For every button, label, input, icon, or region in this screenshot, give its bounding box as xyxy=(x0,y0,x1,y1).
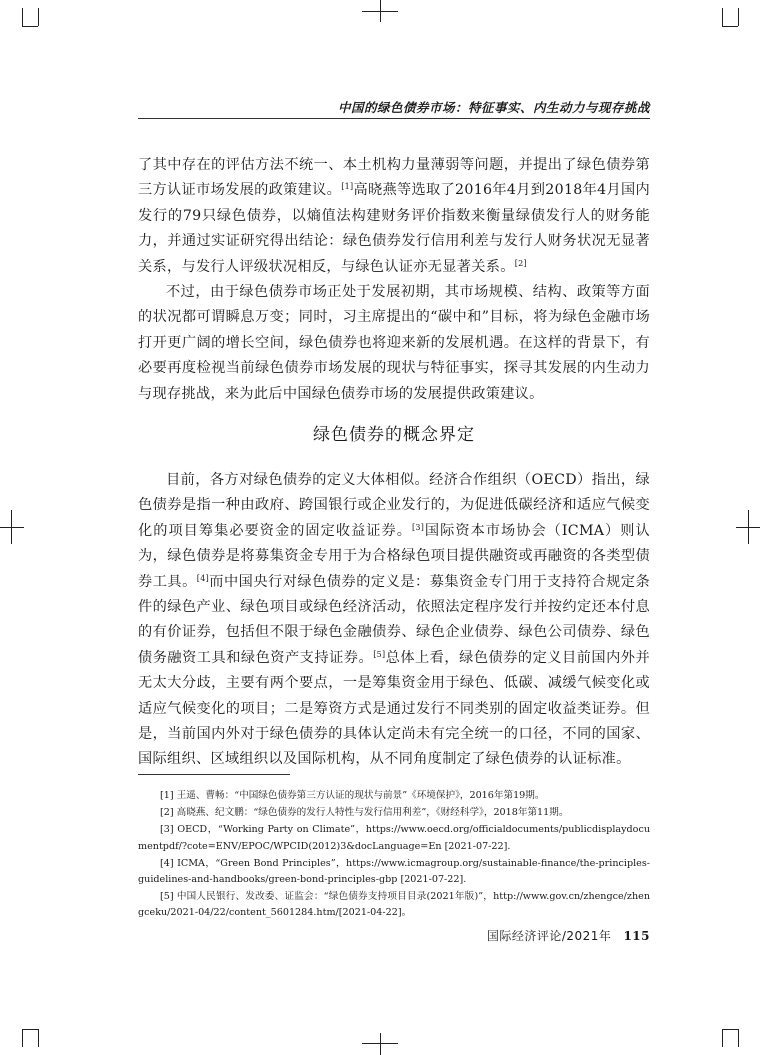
paragraph xyxy=(138,280,650,407)
footnote: [3] OECD，“Working Party on Climate”，https://www.oecd.org/officialdocuments/publicdisplaydocumentpdf/?cote=ENV/EPOC/WPCID(2012)3&docLanguage=En [2021-07-22]. xyxy=(138,824,650,852)
running-header: 中国的绿色债券市场：特征事实、内生动力与现存挑战 xyxy=(337,100,650,115)
page-footer xyxy=(138,927,650,944)
footnote: [4] ICMA，“Green Bond Principles”，https://www.icmagroup.org/sustainable-finance/the-principles-guidelines-and-handbooks/green-bond-principles-gbp [2021-07-22]. xyxy=(138,857,650,886)
footnote-ref: [2] xyxy=(514,258,527,268)
footnote-ref: [5] xyxy=(373,649,386,659)
crop-mark xyxy=(38,1029,39,1047)
crop-mark xyxy=(11,510,12,544)
paragraph xyxy=(138,153,650,280)
header-rule xyxy=(138,118,650,119)
crop-mark xyxy=(22,8,23,26)
footnote-ref: [1] xyxy=(341,182,354,192)
crop-mark xyxy=(748,510,749,544)
crop-mark xyxy=(0,527,24,528)
paragraph-text: 目前，各方对绿色债券的定义大体相似。经济合作组织（OECD）指出，绿色债券是指一种由政府、跨国银行或企业发行的，为促进低碳经济和适应气候变化的项目筹集必要资金的固定收益证券。 xyxy=(138,472,650,539)
crop-mark xyxy=(22,1029,23,1047)
journal-name: 国际经济评论/2021年 xyxy=(486,929,612,943)
footnotes xyxy=(138,788,650,923)
crop-mark xyxy=(362,1043,398,1044)
section-title: 绿色债券的概念界定 xyxy=(313,425,475,445)
crop-mark xyxy=(722,8,723,26)
crop-mark xyxy=(722,1029,738,1030)
page-number: 115 xyxy=(623,929,650,943)
crop-mark xyxy=(38,8,39,26)
paragraph-text: 而中国央行对绿色债券的定义是：募集资金专门用于支持符合规定条件的绿色产业、绿色项目或绿色经济活动，依照法定程序发行并按约定还本付息的有价证券，包括但不限于绿色金融债券、绿色企业债券、绿色公司债券、绿色债务融资工具和绿色资产支持证券。 xyxy=(138,573,650,666)
body-text-intro xyxy=(138,153,650,407)
crop-mark xyxy=(362,11,398,12)
paragraph-text: 总体上看，绿色债券的定义目前国内外并无太大分歧，主要有两个要点，一是筹集资金用于绿色、低碳、减缓气候变化或适应气候变化的项目；二是筹资方式是通过发行不同类别的固定收益类证券。但是，当前国内外对于绿色债券的具体认定尚未有完全统一的口径，不同的国家、国际组织、区域组织以及国际机构，从不同角度制定了绿色债券的认证标准。 xyxy=(138,649,650,768)
footnote-ref: [3] xyxy=(411,522,425,532)
crop-mark xyxy=(722,26,738,27)
crop-mark xyxy=(22,1029,38,1030)
footnote: [5] 中国人民银行、发改委、证监会：“绿色债券支持项目目录(2021年版)”，http://www.gov.cn/zhengce/zhengceku/2021-04/22/content_5601284.htm/[2021-04-22]。 xyxy=(138,891,650,919)
footnote: [2] 高晓燕、纪文鹏：“绿色债券的发行人特性与发行信用利差”，《财经科学》，2018年第11期。 xyxy=(160,807,569,819)
footnote: [1] 王遥、曹畅：“中国绿色债券第三方认证的现状与前景”《环境保护》，2016年第19期。 xyxy=(160,790,545,801)
footnote-rule xyxy=(138,774,290,775)
paragraph-text: 了其中存在的评估方法不统一、本土机构力量薄弱等问题，并提出了绿色债券第三方认证市场发展的政策建议。 xyxy=(138,157,650,199)
footnote-ref: [4] xyxy=(196,573,210,583)
crop-mark xyxy=(722,1029,723,1047)
crop-mark xyxy=(22,26,38,27)
crop-mark xyxy=(738,8,739,26)
crop-mark xyxy=(380,1033,381,1055)
crop-mark xyxy=(738,1029,739,1047)
paragraph xyxy=(138,468,650,773)
paragraph-text: 高晓燕等选取了2016年4月到2018年4月国内发行的79只绿色债券，以熵值法构建财务评价指数来衡量绿债发行人的财务能力，并通过实证研究得出结论：绿色债券发行信用利差与发行人财务状况无显著关系，与发行人评级状况相反，与绿色认证亦无显著关系。 xyxy=(138,182,651,275)
paragraph-text: 国际资本市场协会（ICMA）则认为，绿色债券是将募集资金专用于为合格绿色项目提供融资或再融资的各类型债券工具。 xyxy=(138,522,650,590)
paragraph-text: 不过，由于绿色债券市场正处于发展初期，其市场规模、结构、政策等方面的状况都可谓瞬息万变；同时，习主席提出的“碳中和”目标，将为绿色金融市场打开更广阔的增长空间，绿色债券也将迎来新的发展机遇。在这样的背景下，有必要再度检视当前绿色债券市场发展的现状与特征事实，探寻其发展的内生动力与现存挑战，来为此后中国绿色债券市场的发展提供政策建议。 xyxy=(138,284,650,402)
body-text-definition xyxy=(138,468,650,773)
